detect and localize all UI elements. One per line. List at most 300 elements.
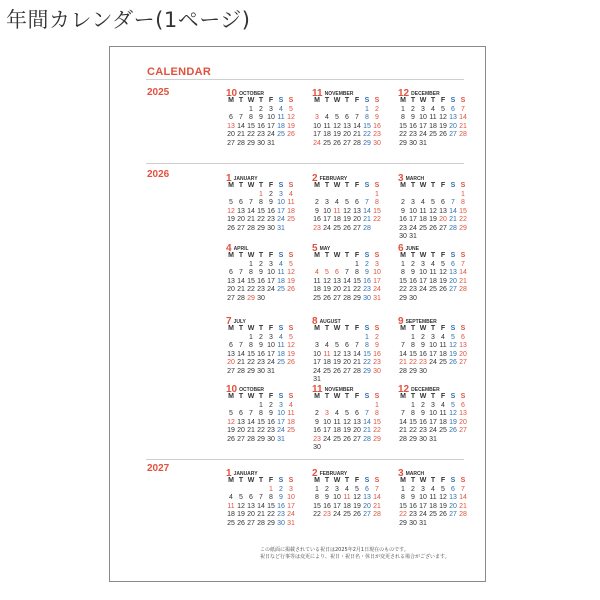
day-cell: 2 [259, 105, 263, 113]
month-grid [226, 97, 296, 148]
month-header [398, 383, 468, 393]
day-cell: 8 [401, 269, 405, 276]
weekday-label: T [410, 97, 416, 104]
weekday-label: W [419, 97, 427, 104]
weekday-label: F [440, 97, 446, 104]
weekday-label: T [344, 477, 350, 484]
month-name: JANUARY [233, 176, 258, 182]
weekday-label: S [450, 252, 456, 259]
day-cell: 8 [365, 114, 369, 121]
day-cell: 21 [343, 286, 351, 293]
day-cell: 12 [333, 122, 341, 130]
day-cell: 21 [247, 216, 255, 223]
day-cell: 19 [227, 216, 235, 223]
day-cell: 22 [247, 286, 255, 293]
empty-cell [246, 486, 256, 495]
weekday-label: T [324, 393, 330, 400]
day-cell: 14 [459, 494, 467, 501]
month-header [226, 87, 296, 97]
day-cell: 6 [229, 114, 233, 121]
day-cell: 1 [401, 260, 405, 268]
month-block [312, 172, 382, 233]
day-cell: 2 [259, 260, 263, 268]
day-cell: 23 [257, 131, 265, 138]
day-cell: 27 [363, 511, 371, 518]
day-cell: 17 [267, 277, 275, 285]
month-number: 12 [398, 384, 410, 395]
month-header [312, 242, 382, 252]
day-cell: 4 [325, 342, 329, 349]
day-cell: 25 [429, 286, 437, 293]
day-cell: 31 [267, 139, 275, 147]
day-cell: 22 [313, 511, 321, 518]
month-header [226, 242, 296, 252]
day-cell: 12 [343, 418, 351, 426]
empty-cell [352, 106, 362, 115]
month-number: 2 [312, 173, 318, 184]
month-block [312, 242, 382, 303]
day-cell: 30 [257, 139, 265, 147]
day-cell: 2 [411, 485, 415, 493]
day-cell: 5 [289, 260, 293, 268]
weekday-label: S [460, 393, 466, 400]
weekday-label: S [450, 97, 456, 104]
weekday-label: F [268, 477, 274, 484]
empty-cell [312, 261, 322, 270]
empty-cell [362, 191, 372, 200]
day-cell: 27 [237, 224, 245, 232]
day-cell: 7 [249, 410, 253, 417]
day-cell: 16 [373, 122, 381, 130]
day-cell: 18 [439, 418, 447, 426]
day-cell: 25 [429, 131, 437, 138]
day-cell: 15 [373, 418, 381, 426]
weekday-label: W [419, 393, 427, 400]
month-block [226, 172, 296, 233]
day-cell: 12 [287, 114, 295, 121]
day-cell: 7 [239, 114, 243, 121]
day-cell: 31 [267, 367, 275, 375]
day-cell: 13 [439, 207, 447, 215]
day-cell: 25 [277, 131, 285, 138]
day-cell: 26 [449, 359, 457, 366]
day-cell: 18 [439, 350, 447, 358]
day-cell: 1 [411, 333, 415, 341]
day-cell: 23 [409, 511, 417, 518]
day-cell: 23 [257, 359, 265, 366]
day-cell: 17 [287, 502, 295, 510]
day-cell: 31 [287, 519, 295, 527]
day-cell: 10 [323, 207, 331, 215]
footnote-line: この紙面に掲載されている祝日は2025年2月1日現在のものです。 [260, 547, 409, 553]
weekday-label: S [374, 252, 380, 259]
day-cell: 2 [421, 401, 425, 409]
day-cell: 30 [373, 367, 381, 375]
month-grid [226, 182, 296, 233]
day-cell: 18 [333, 216, 341, 223]
day-cell: 22 [399, 286, 407, 293]
day-cell: 11 [287, 410, 295, 417]
day-cell: 5 [325, 269, 329, 276]
day-cell: 10 [373, 269, 381, 276]
day-cell: 19 [343, 427, 351, 434]
weekday-label: S [278, 477, 284, 484]
day-cell: 9 [365, 269, 369, 276]
day-cell: 24 [419, 511, 427, 518]
day-cell: 9 [269, 199, 273, 206]
day-cell: 22 [257, 216, 265, 223]
weekday-label: S [278, 252, 284, 259]
day-cell: 24 [267, 286, 275, 293]
empty-cell [246, 191, 256, 200]
day-cell: 6 [239, 410, 243, 417]
day-cell: 27 [227, 139, 235, 147]
day-cell: 23 [363, 286, 371, 293]
day-cell: 15 [409, 418, 417, 426]
day-cell: 27 [449, 131, 457, 138]
weekday-label: F [440, 325, 446, 332]
weekday-label: F [440, 477, 446, 484]
day-cell: 16 [409, 277, 417, 285]
day-cell: 11 [429, 494, 437, 501]
day-cell: 9 [421, 410, 425, 417]
day-cell: 20 [449, 277, 457, 285]
day-cell: 15 [399, 277, 407, 285]
weekday-label: F [440, 393, 446, 400]
day-cell: 26 [237, 519, 245, 527]
day-cell: 6 [355, 410, 359, 417]
day-cell: 14 [237, 122, 245, 130]
day-cell: 2 [259, 333, 263, 341]
day-cell: 15 [247, 277, 255, 285]
day-cell: 1 [315, 485, 319, 493]
day-cell: 7 [365, 410, 369, 417]
day-cell: 27 [439, 224, 447, 232]
weekday-label: T [238, 252, 244, 259]
day-cell: 20 [459, 418, 467, 426]
month-number: 1 [226, 173, 232, 184]
day-cell: 23 [419, 359, 427, 366]
day-cell: 29 [257, 224, 265, 232]
day-cell: 1 [269, 485, 273, 493]
weekday-label: F [268, 97, 274, 104]
weekday-label: T [430, 252, 436, 259]
section-divider [146, 163, 464, 164]
month-header [398, 87, 468, 97]
month-number: 6 [398, 243, 404, 254]
day-cell: 1 [401, 105, 405, 113]
day-cell: 8 [249, 269, 253, 276]
day-cell: 13 [353, 418, 361, 426]
weekday-label: M [400, 97, 406, 104]
day-cell: 10 [287, 494, 295, 501]
weekday-label: W [333, 325, 341, 332]
day-cell: 20 [227, 359, 235, 366]
day-cell: 4 [289, 401, 293, 409]
weekday-label: W [419, 325, 427, 332]
day-cell: 4 [335, 410, 339, 417]
weekday-label: S [278, 325, 284, 332]
day-cell: 28 [399, 367, 407, 375]
day-cell: 13 [343, 122, 351, 130]
day-cell: 12 [429, 207, 437, 215]
day-cell: 16 [399, 216, 407, 223]
day-cell: 4 [441, 333, 445, 341]
day-cell: 8 [249, 114, 253, 121]
day-cell: 16 [419, 418, 427, 426]
day-cell: 31 [277, 224, 285, 232]
section-divider [146, 79, 464, 80]
day-cell: 10 [419, 114, 427, 121]
day-cell: 9 [411, 114, 415, 121]
day-cell: 16 [267, 418, 275, 426]
day-cell: 14 [363, 418, 371, 426]
day-cell: 29 [399, 519, 407, 527]
day-cell: 30 [363, 294, 371, 302]
month-name: JANUARY [233, 471, 258, 477]
month-name: FEBRUARY [319, 471, 348, 477]
day-cell: 10 [419, 494, 427, 501]
weekday-label: S [460, 252, 466, 259]
month-block [312, 87, 382, 148]
day-cell: 20 [449, 122, 457, 130]
weekday-label: T [410, 182, 416, 189]
day-cell: 25 [287, 427, 295, 434]
weekday-label: W [247, 97, 255, 104]
day-cell: 30 [277, 519, 285, 527]
day-cell: 24 [333, 511, 341, 518]
day-cell: 16 [313, 216, 321, 223]
day-cell: 8 [269, 494, 273, 501]
month-grid [312, 252, 382, 303]
day-cell: 20 [363, 502, 371, 510]
day-cell: 17 [277, 207, 285, 215]
day-cell: 20 [247, 511, 255, 518]
day-cell: 24 [277, 216, 285, 223]
day-cell: 21 [237, 359, 245, 366]
day-cell: 15 [353, 277, 361, 285]
empty-cell [312, 334, 322, 343]
day-cell: 7 [461, 260, 465, 268]
day-cell: 28 [353, 139, 361, 147]
day-cell: 7 [239, 269, 243, 276]
day-cell: 13 [237, 207, 245, 215]
day-cell: 2 [269, 190, 273, 198]
weekday-label: W [247, 325, 255, 332]
day-cell: 22 [373, 216, 381, 223]
day-cell: 18 [429, 122, 437, 130]
day-cell: 26 [439, 511, 447, 518]
day-cell: 3 [315, 114, 319, 121]
day-cell: 2 [375, 333, 379, 341]
day-cell: 2 [375, 105, 379, 113]
weekday-label: W [333, 393, 341, 400]
empty-cell [342, 191, 352, 200]
day-cell: 19 [237, 511, 245, 518]
weekday-label: T [258, 252, 264, 259]
day-cell: 4 [431, 105, 435, 113]
empty-cell [236, 486, 246, 495]
day-cell: 16 [257, 350, 265, 358]
day-cell: 3 [421, 260, 425, 268]
day-cell: 24 [373, 286, 381, 293]
weekday-label: W [247, 477, 255, 484]
day-cell: 20 [237, 216, 245, 223]
day-cell: 24 [277, 427, 285, 434]
day-cell: 28 [353, 367, 361, 375]
calendar-label: CALENDAR [147, 66, 212, 78]
day-cell: 17 [313, 131, 321, 138]
day-cell: 22 [247, 131, 255, 138]
empty-cell [332, 261, 342, 270]
day-cell: 27 [247, 519, 255, 527]
day-cell: 18 [313, 286, 321, 293]
section-divider [146, 459, 464, 460]
day-cell: 27 [353, 435, 361, 443]
empty-cell [226, 261, 236, 270]
weekday-label: S [460, 182, 466, 189]
day-cell: 28 [247, 435, 255, 443]
day-cell: 19 [287, 350, 295, 358]
day-cell: 14 [237, 350, 245, 358]
day-cell: 19 [439, 502, 447, 510]
day-cell: 6 [355, 199, 359, 206]
day-cell: 12 [439, 114, 447, 121]
day-cell: 3 [269, 260, 273, 268]
day-cell: 21 [459, 502, 467, 510]
day-cell: 17 [409, 216, 417, 223]
day-cell: 10 [333, 494, 341, 501]
weekday-label: W [419, 252, 427, 259]
day-cell: 16 [277, 502, 285, 510]
weekday-label: S [364, 393, 370, 400]
day-cell: 18 [277, 350, 285, 358]
day-cell: 28 [459, 286, 467, 293]
day-cell: 12 [227, 207, 235, 215]
day-cell: 25 [429, 511, 437, 518]
month-header [398, 242, 468, 252]
day-cell: 14 [257, 502, 265, 510]
day-cell: 13 [247, 502, 255, 510]
day-cell: 18 [323, 359, 331, 366]
month-block [312, 315, 382, 385]
day-cell: 3 [315, 342, 319, 349]
empty-cell [342, 402, 352, 411]
day-cell: 3 [269, 105, 273, 113]
day-cell: 6 [451, 485, 455, 493]
day-cell: 13 [363, 494, 371, 501]
day-cell: 5 [335, 342, 339, 349]
empty-cell [322, 334, 332, 343]
day-cell: 3 [421, 105, 425, 113]
day-cell: 7 [461, 485, 465, 493]
weekday-label: T [258, 393, 264, 400]
day-cell: 6 [345, 114, 349, 121]
day-cell: 19 [439, 122, 447, 130]
day-cell: 29 [247, 294, 255, 302]
day-cell: 1 [249, 333, 253, 341]
day-cell: 3 [269, 333, 273, 341]
day-cell: 31 [419, 139, 427, 147]
day-cell: 7 [401, 342, 405, 349]
day-cell: 8 [401, 494, 405, 501]
calendar-sheet [109, 46, 486, 582]
day-cell: 27 [449, 286, 457, 293]
weekday-label: M [228, 477, 234, 484]
day-cell: 18 [429, 277, 437, 285]
day-cell: 17 [313, 359, 321, 366]
day-cell: 10 [267, 342, 275, 349]
day-cell: 19 [287, 122, 295, 130]
day-cell: 13 [227, 277, 235, 285]
day-cell: 30 [409, 139, 417, 147]
empty-cell [236, 106, 246, 115]
day-cell: 14 [237, 277, 245, 285]
day-cell: 12 [343, 207, 351, 215]
weekday-label: M [228, 325, 234, 332]
weekday-label: T [430, 97, 436, 104]
day-cell: 13 [459, 410, 467, 417]
day-cell: 21 [237, 286, 245, 293]
day-cell: 26 [439, 131, 447, 138]
day-cell: 13 [353, 207, 361, 215]
day-cell: 17 [277, 418, 285, 426]
day-cell: 3 [431, 333, 435, 341]
day-cell: 20 [353, 427, 361, 434]
month-grid [226, 477, 296, 528]
weekday-label: M [314, 252, 320, 259]
day-cell: 14 [459, 269, 467, 276]
day-cell: 27 [333, 294, 341, 302]
day-cell: 26 [287, 286, 295, 293]
day-cell: 17 [429, 418, 437, 426]
day-cell: 27 [227, 294, 235, 302]
day-cell: 27 [343, 139, 351, 147]
day-cell: 20 [459, 350, 467, 358]
day-cell: 1 [411, 401, 415, 409]
day-cell: 11 [439, 410, 447, 417]
day-cell: 16 [323, 502, 331, 510]
day-cell: 11 [227, 502, 235, 510]
day-cell: 14 [247, 207, 255, 215]
day-cell: 4 [315, 269, 319, 276]
day-cell: 2 [315, 199, 319, 206]
day-cell: 14 [399, 350, 407, 358]
weekday-label: S [450, 477, 456, 484]
month-number: 11 [312, 88, 323, 99]
day-cell: 25 [343, 511, 351, 518]
day-cell: 26 [353, 511, 361, 518]
day-cell: 20 [343, 131, 351, 138]
day-cell: 29 [247, 367, 255, 375]
day-cell: 13 [449, 494, 457, 501]
month-name: DECEMBER [411, 91, 440, 97]
day-cell: 23 [277, 511, 285, 518]
day-cell: 20 [227, 286, 235, 293]
day-cell: 26 [227, 224, 235, 232]
day-cell: 10 [267, 114, 275, 121]
day-cell: 23 [373, 359, 381, 366]
day-cell: 9 [259, 269, 263, 276]
day-cell: 31 [277, 435, 285, 443]
day-cell: 25 [313, 294, 321, 302]
day-cell: 30 [257, 367, 265, 375]
weekday-label: T [258, 97, 264, 104]
weekday-label: W [419, 182, 427, 189]
day-cell: 29 [409, 435, 417, 443]
day-cell: 5 [345, 410, 349, 417]
day-cell: 18 [277, 277, 285, 285]
